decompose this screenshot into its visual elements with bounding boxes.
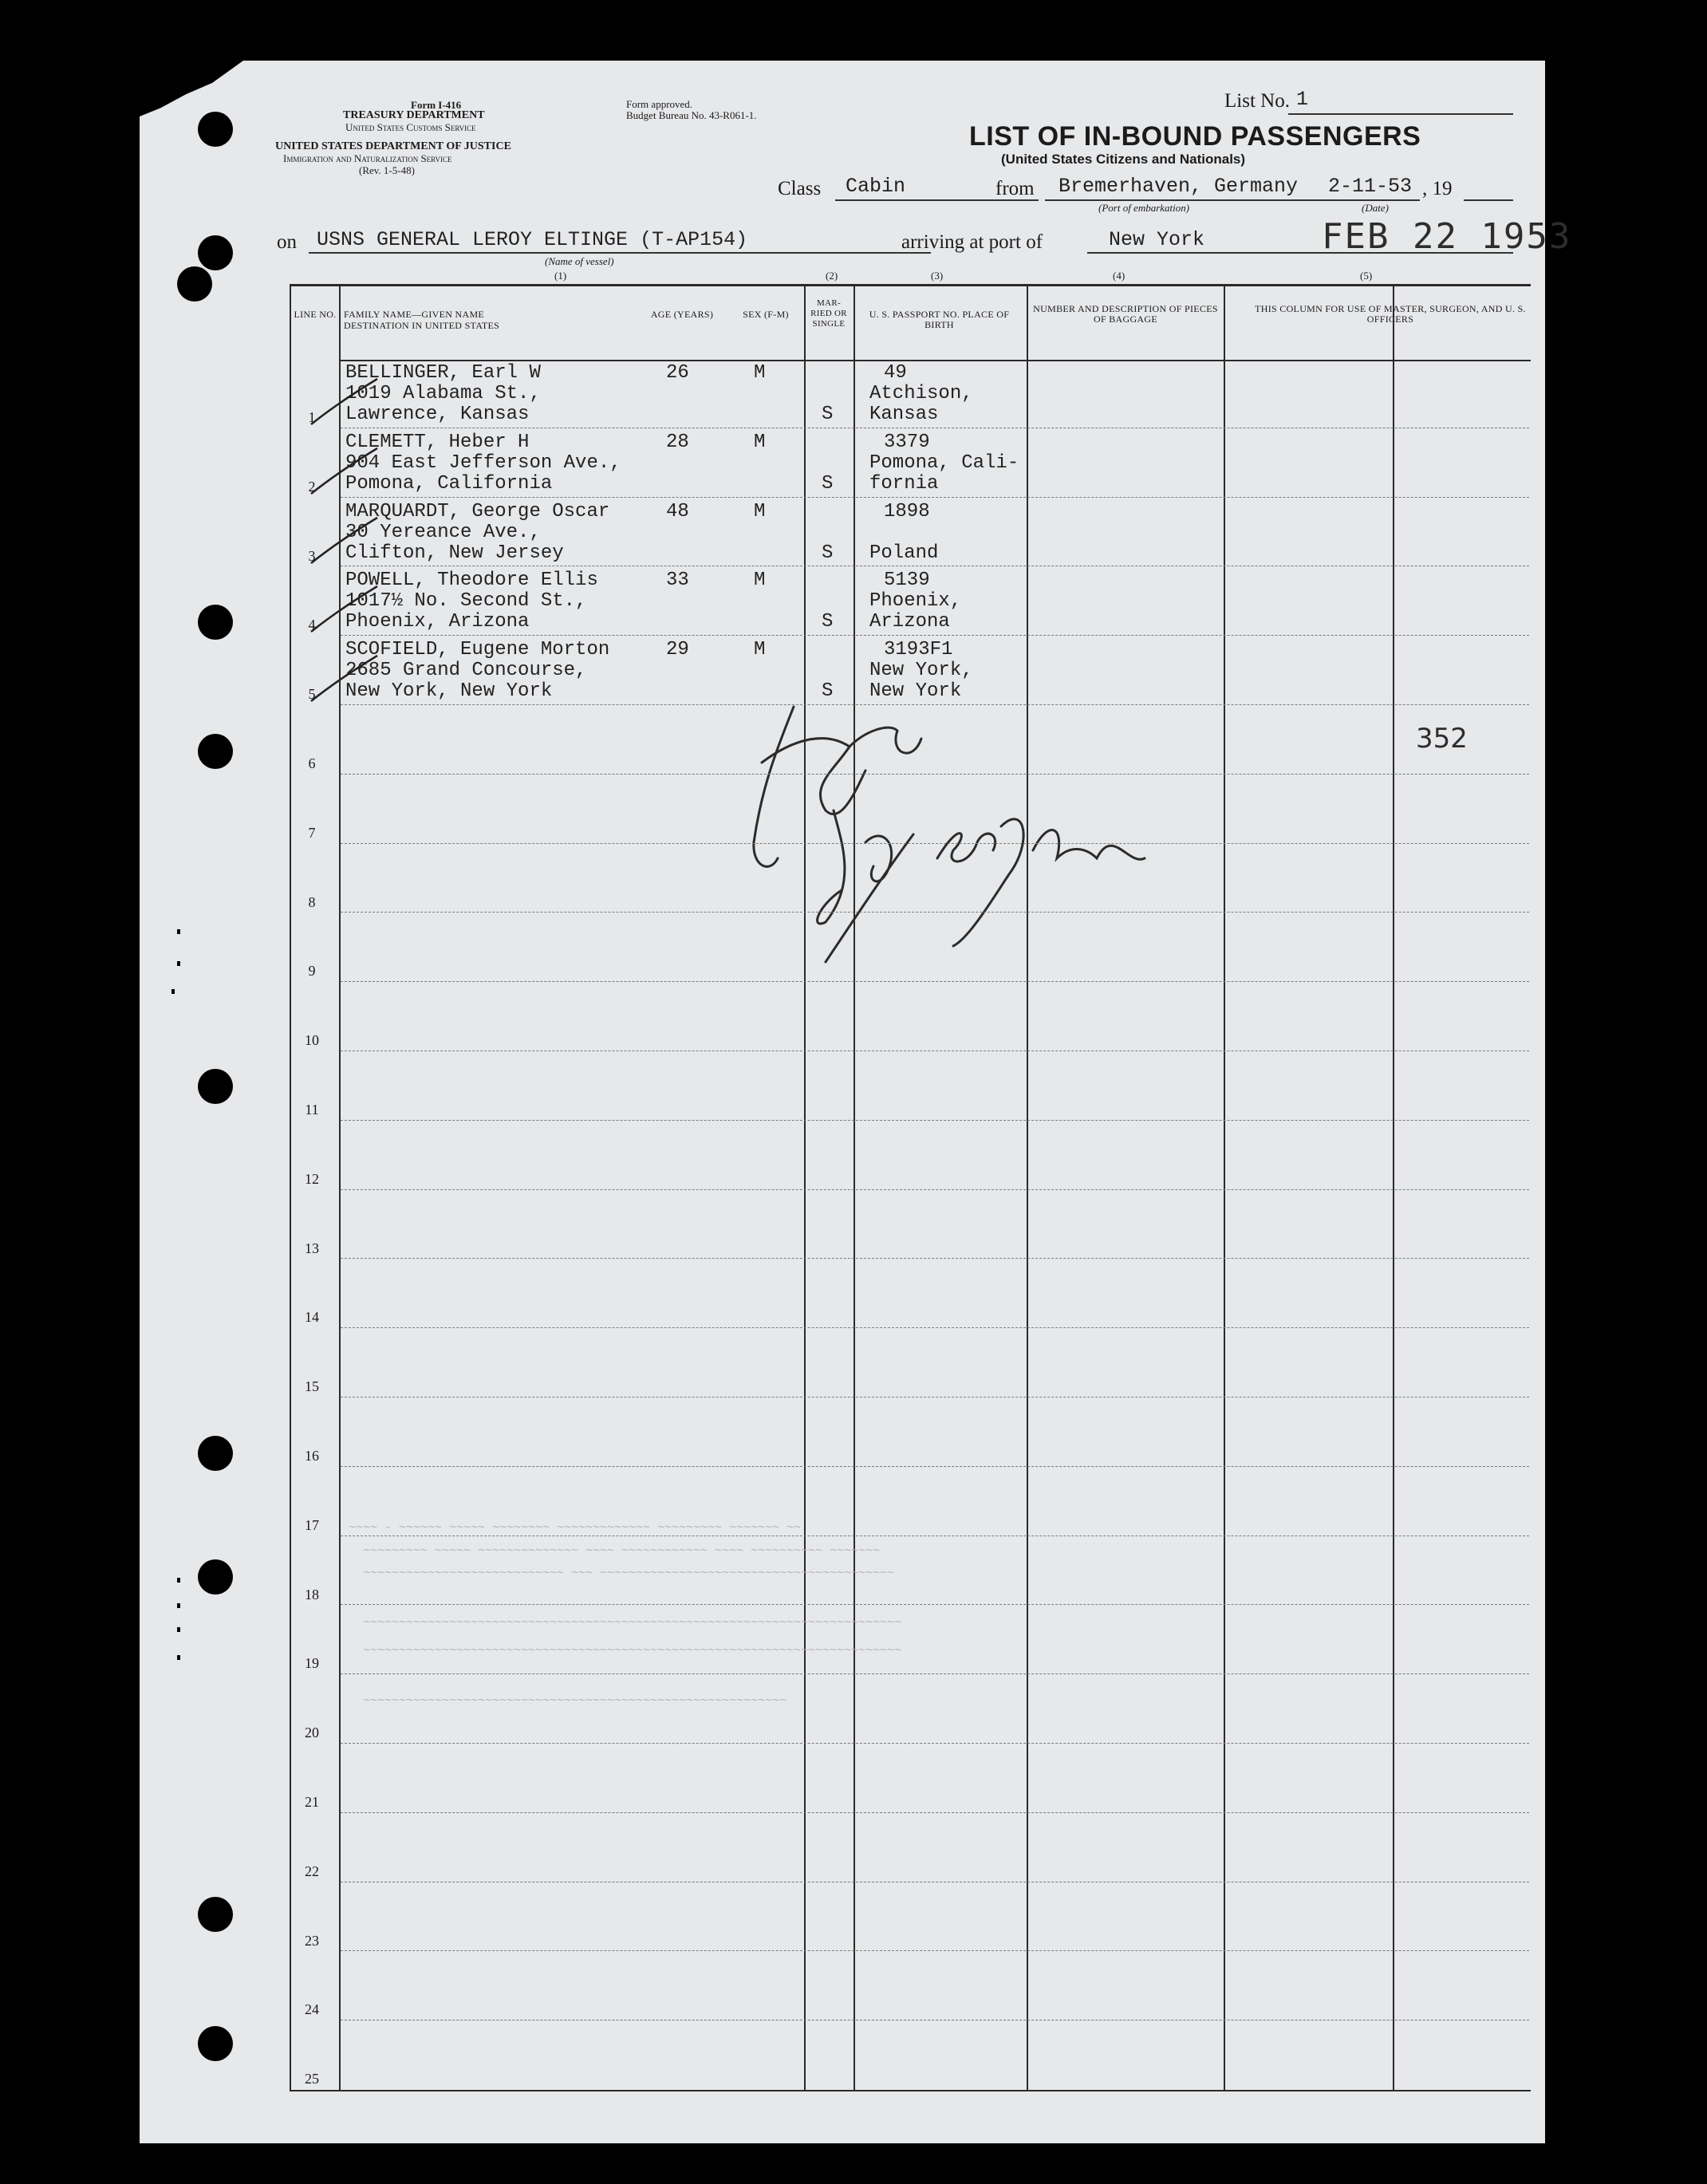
row-rule	[341, 1673, 1529, 1674]
row-rule	[341, 635, 1529, 636]
line-number: 4	[308, 617, 316, 633]
col-num-3: (3)	[931, 270, 944, 282]
check-mark-stroke	[307, 580, 379, 636]
col-line-no: LINE NO.	[294, 309, 337, 320]
row-rule	[341, 497, 1529, 498]
col-num-4: (4)	[1113, 270, 1126, 282]
col-age: AGE (YEARS)	[650, 309, 714, 320]
birth-place-2: Kansas	[869, 404, 939, 425]
row-rule	[341, 1466, 1529, 1467]
col-sex: SEX (F-M)	[743, 309, 789, 320]
treasury-dept: TREASURY DEPARTMENT	[343, 109, 485, 121]
punch-hole	[198, 1436, 233, 1471]
line-number: 21	[305, 1794, 319, 1810]
passenger-sex: M	[754, 362, 766, 384]
passenger-age: 29	[666, 639, 689, 661]
row-rule	[341, 774, 1529, 775]
line-number: 12	[305, 1170, 319, 1187]
passenger-name: MARQUARDT, George Oscar	[345, 500, 610, 522]
arrival-date-stamp: FEB 22 1953	[1322, 216, 1572, 257]
arriving-label: arriving at port of	[901, 231, 1043, 253]
revision: (Rev. 1-5-48)	[359, 164, 415, 176]
handwritten-signature	[730, 683, 1272, 962]
on-label: on	[277, 231, 297, 253]
passenger-name: BELLINGER, Earl W	[345, 362, 541, 384]
punch-hole	[198, 605, 233, 640]
from-label: from	[995, 178, 1035, 199]
line-number: 3	[308, 547, 316, 564]
row-rule	[341, 1604, 1529, 1605]
vessel-caption: (Name of vessel)	[545, 255, 614, 267]
class-label: Class	[778, 178, 822, 199]
line-number: 22	[305, 1863, 319, 1879]
passenger-age: 28	[666, 431, 689, 453]
check-mark-stroke	[307, 511, 379, 567]
punch-hole	[198, 112, 233, 147]
marital-status: S	[822, 611, 834, 633]
row-rule	[341, 1397, 1529, 1398]
line-number: 20	[305, 1725, 319, 1741]
manifest-page: Form I-416 TREASURY DEPARTMENT United States Customs Service UNITED STATES DEPARTMENT OF JUSTICE Immigration and Naturalization Service (Rev. 1-5-48) Form approved. Budget Bureau No. 43-R061-1. List No. 1 LIST OF IN-BOUND PASSENGERS (United States Citizens and Nationals) Class Cabin from Bremerhaven, Germany 2-11-53 , 19 (Port of embarkation) (Date) on USNS GENERAL LEROY ELTINGE (T-AP154) (Name of vessel) arriving at port of New York FEB 22 1953 (1) (2) (3) (4) (5) LINE NO. FAMILY NAME—GIVEN NAME DESTINATION IN UNITED STATES AGE (YEARS) SEX (F-M) MAR-RIED OR SINGLE U. S. PASSPORT NO. PLACE OF BIRTH NUMBER AND DESCRIPTION OF PIECES OF BAGGAGE THIS COLUMN FOR USE OF MASTER, SURGEON, AND U. S. OFFICERS ~~~~ - ~~~~~~ ~~~~~ ~~~~~~~~ ~~~~~~~~~~~~~ ~~~~~~~~~ ~~~~~~~ ~~ ~~~~~~~~~ ~~~~~ ~~~~~~~~~~~~~~ ~~~~ ~~~~~~~~~~~~ ~~~~ ~~~~~~~~~~ ~~~~~~~ ~~~~~~~~~~~~~~~~~~~~~~~~~~~~ ~~~ ~~~~~~~~~~~~~~~~~~~~~~~~~~~~~~~~~~~~~~~~~ ~~~~~~~~~~~~~~~~~~~~~~~~~~~~~~~~~~~~~~~~~~~~~~~~~~~~~~~~~~~~~~~~~~~~~~~~~~~ ~~~~~~~~~~~~~~~~~~~~~~~~~~~~~~~~~~~~~~~~~~~~~~~~~~~~~~~~~~~~~~~~~~~~~~~~~~~ ~~~~~~~~~~~~~~~~~~~~~~~~~~~~~~~~~~~~~~~~~~~~~~~~~~~~~~~~~~~ 352 1 BELLINGER, Earl W 1019 Alabama St., Lawrence, Kansas 26 M S 49 Atchison, Kansas 2 CLEMETT, Heber H 904 East Jefferson Ave., Pomona, California 28 M S 3379 Pomona, Cali- fornia 3 MARQUARDT, George Oscar 30 Yereance Ave., Clifton, New Jersey 48 M S 1898 Poland 4 POWELL, Theodore Ellis 1017½ No. Second St., Phoenix, Arizona 33 M S 5139 Phoenix, Arizona 5 SCOFIELD, Eugene Morton 2685 Grand Concourse, New York, New York 29 M S 3193F1 New York, New York 6 7 8 9 10 11 12 13 14 15 16 17 18 19 20 21 22 23 24 25	[140, 61, 1545, 2143]
col-officers: THIS COLUMN FOR USE OF MASTER, SURGEON, AND U. S. OFFICERS	[1255, 303, 1526, 325]
ins-label: Immigration and Naturalization Service	[283, 152, 452, 164]
passport-number: 3193F1	[884, 639, 953, 661]
passenger-address: 30 Yereance Ave.,	[345, 521, 541, 543]
passenger-age: 48	[666, 500, 689, 522]
line-number: 17	[305, 1516, 319, 1533]
list-no-value: 1	[1296, 88, 1309, 111]
row-rule	[341, 912, 1529, 913]
marital-status: S	[822, 472, 834, 495]
form-approved: Form approved.	[626, 98, 693, 110]
birth-place-2: Poland	[869, 542, 939, 564]
birth-place-2: Arizona	[869, 611, 950, 633]
marital-status: S	[822, 680, 834, 703]
passport-number: 49	[884, 362, 907, 384]
line-number: 10	[305, 1032, 319, 1049]
year-label: , 19	[1422, 178, 1453, 199]
punch-hole	[198, 1069, 233, 1104]
row-rule	[341, 1812, 1529, 1813]
check-mark-stroke	[307, 649, 379, 705]
marital-status: S	[822, 542, 834, 564]
page-title: LIST OF IN-BOUND PASSENGERS	[969, 121, 1421, 152]
punch-hole	[198, 235, 233, 270]
class-value: Cabin	[846, 175, 906, 198]
row-rule	[341, 1327, 1529, 1328]
birth-place-2: fornia	[869, 472, 939, 495]
line-number: 2	[308, 478, 316, 495]
check-mark-stroke	[307, 373, 379, 428]
birth-place: Phoenix,	[869, 590, 962, 613]
birth-place: Atchison,	[869, 383, 973, 404]
row-rule	[341, 1189, 1529, 1190]
passenger-city: New York, New York	[345, 680, 553, 703]
form-number: Form I-416	[411, 99, 462, 111]
col-destination: DESTINATION IN UNITED STATES	[344, 320, 500, 331]
col-num-2: (2)	[826, 270, 838, 282]
passport-number: 3379	[884, 431, 930, 453]
row-rule	[341, 843, 1529, 844]
check-mark-stroke	[307, 442, 379, 498]
doj-label: UNITED STATES DEPARTMENT OF JUSTICE	[275, 140, 511, 152]
port-caption: (Port of embarkation)	[1098, 202, 1190, 214]
line-number: 23	[305, 1932, 319, 1949]
line-number: 19	[305, 1655, 319, 1672]
col-num-1: (1)	[554, 270, 567, 282]
passenger-address: 904 East Jefferson Ave.,	[345, 451, 621, 474]
punch-hole	[198, 734, 233, 769]
list-no-label: List No.	[1224, 90, 1290, 112]
torn-corner	[140, 61, 243, 116]
birth-place: New York,	[869, 660, 973, 682]
col-married-single: MAR-RIED OR SINGLE	[810, 298, 847, 329]
birth-place: Pomona, Cali-	[869, 451, 1019, 474]
passenger-address: 1019 Alabama St.,	[345, 383, 541, 404]
line-number: 24	[305, 2001, 319, 2018]
line-number: 25	[305, 2071, 319, 2087]
birth-place-2: New York	[869, 680, 962, 703]
line-number: 16	[305, 1448, 319, 1464]
line-number: 9	[308, 963, 316, 980]
passenger-count-note: 352	[1416, 723, 1468, 755]
budget-bureau: Budget Bureau No. 43-R061-1.	[626, 109, 757, 121]
row-rule	[341, 1950, 1529, 1951]
embarkation-date: 2-11-53	[1328, 175, 1413, 198]
row-rule	[341, 704, 1529, 705]
punch-hole	[177, 266, 212, 302]
line-number: 8	[308, 893, 316, 910]
passenger-sex: M	[754, 570, 766, 592]
line-number: 13	[305, 1240, 319, 1256]
arrival-port: New York	[1109, 228, 1205, 251]
line-number: 7	[308, 824, 316, 841]
line-number: 18	[305, 1586, 319, 1603]
passenger-name: SCOFIELD, Eugene Morton	[345, 639, 610, 661]
punch-hole	[198, 1559, 233, 1595]
vessel-name: USNS GENERAL LEROY ELTINGE (T-AP154)	[317, 228, 748, 251]
marital-status: S	[822, 404, 834, 425]
passenger-sex: M	[754, 500, 766, 522]
col-num-5: (5)	[1360, 270, 1373, 282]
date-caption: (Date)	[1362, 202, 1389, 214]
punch-hole	[198, 1897, 233, 1932]
line-number: 5	[308, 686, 316, 703]
passenger-age: 33	[666, 570, 689, 592]
passenger-name: POWELL, Theodore Ellis	[345, 570, 598, 592]
passenger-address: 1017½ No. Second St.,	[345, 590, 587, 613]
row-rule	[341, 1120, 1529, 1121]
col-baggage: NUMBER AND DESCRIPTION OF PIECES OF BAGGAGE	[1033, 303, 1218, 325]
line-number: 15	[305, 1378, 319, 1395]
passport-number: 5139	[884, 570, 930, 592]
line-number: 14	[305, 1309, 319, 1326]
row-rule	[341, 1743, 1529, 1744]
passenger-sex: M	[754, 431, 766, 453]
col-passport: U. S. PASSPORT NO. PLACE OF BIRTH	[869, 309, 1010, 330]
line-number: 1	[308, 409, 316, 425]
row-rule	[341, 1258, 1529, 1259]
punch-hole	[198, 2026, 233, 2061]
passport-number: 1898	[884, 500, 930, 522]
line-number: 11	[305, 1102, 319, 1118]
page-subtitle: (United States Citizens and Nationals)	[1001, 152, 1246, 167]
passenger-city: Lawrence, Kansas	[345, 404, 530, 425]
passenger-city: Pomona, California	[345, 472, 553, 495]
line-number: 6	[308, 755, 316, 771]
passenger-name: CLEMETT, Heber H	[345, 431, 530, 453]
customs-service: United States Customs Service	[345, 121, 476, 133]
row-rule	[341, 981, 1529, 982]
passenger-address: 2685 Grand Concourse,	[345, 660, 587, 682]
col-name: FAMILY NAME—GIVEN NAME	[344, 309, 485, 320]
embarkation-port: Bremerhaven, Germany	[1058, 175, 1299, 198]
passenger-age: 26	[666, 362, 689, 384]
passenger-sex: M	[754, 639, 766, 661]
passenger-city: Phoenix, Arizona	[345, 611, 530, 633]
passenger-city: Clifton, New Jersey	[345, 542, 564, 564]
